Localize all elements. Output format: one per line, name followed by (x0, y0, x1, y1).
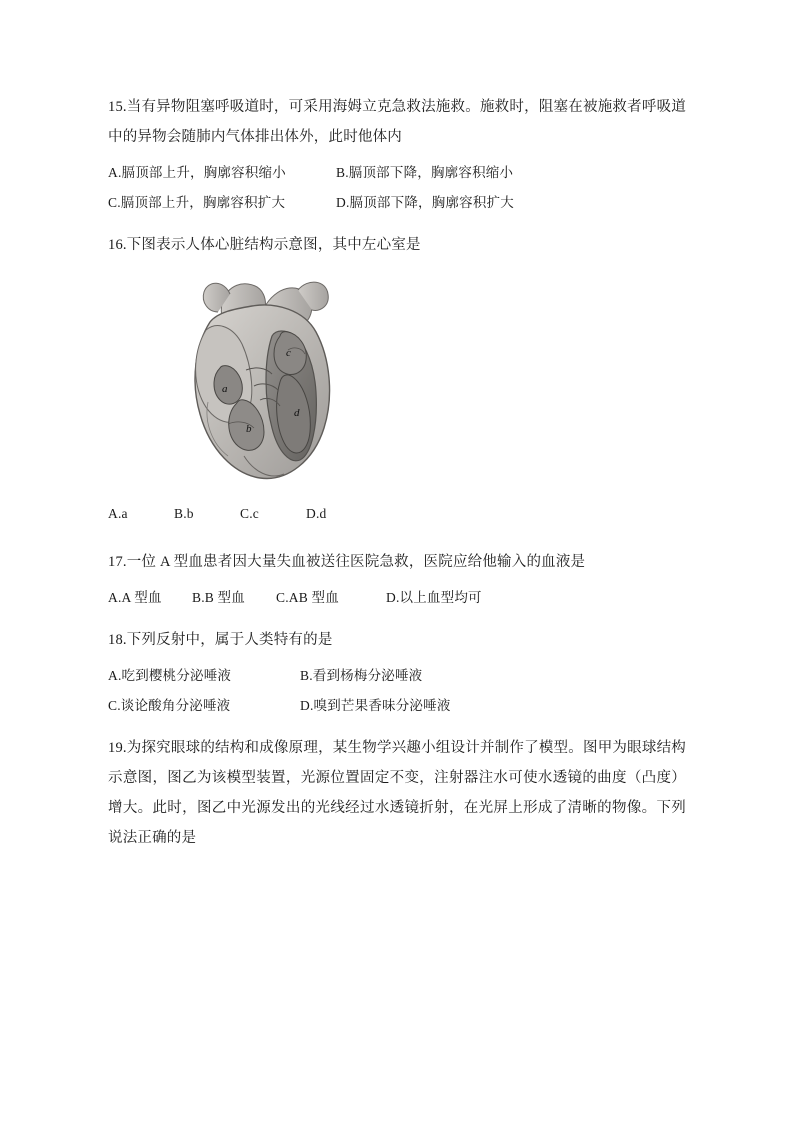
question-15-option-a[interactable]: A.膈顶部上升，胸廓容积缩小 (108, 165, 286, 180)
question-17 (108, 547, 686, 613)
heart-label-b: b (246, 423, 252, 435)
question-16-option-c[interactable]: C.c (240, 506, 259, 521)
question-18-option-row-1 (108, 661, 686, 691)
question-19-stem: 19.为探究眼球的结构和成像原理，某生物学兴趣小组设计并制作了模型。图甲为眼球结构示意图，图乙为该模型装置，光源位置固定不变，注射器注水可使水透镜的曲度（凸度）增大。此时，图乙中光源发出的光线经过水透镜折射，在光屏上形成了清晰的物像。下列说法正确的是 (108, 740, 686, 846)
question-17-option-b[interactable]: B.B 型血 (192, 590, 245, 605)
question-18-option-row-2 (108, 691, 686, 721)
question-18-option-a[interactable]: A.吃到樱桃分泌唾液 (108, 668, 232, 683)
heart-label-a: a (222, 383, 228, 395)
spacer (108, 218, 686, 230)
question-15-option-d[interactable]: D.膈顶部下降，胸廓容积扩大 (336, 195, 514, 210)
question-18-option-c[interactable]: C.谈论酸角分泌唾液 (108, 698, 231, 713)
question-16-stem: 16.下图表示人体心脏结构示意图，其中左心室是 (108, 237, 421, 253)
question-16 (108, 230, 686, 529)
question-17-option-a[interactable]: A.A 型血 (108, 590, 162, 605)
question-17-option-d[interactable]: D.以上血型均可 (386, 590, 482, 605)
question-17-option-c[interactable]: C.AB 型血 (276, 590, 339, 605)
question-15-option-b[interactable]: B.膈顶部下降，胸廓容积缩小 (336, 165, 514, 180)
question-15-stem: 15.当有异物阻塞呼吸道时，可采用海姆立克急救法施救。施救时，阻塞在被施救者呼吸道中的异物会随肺内气体排出体外，此时他体内 (108, 99, 686, 145)
question-17-stem: 17.一位 A 型血患者因大量失血被送往医院急救，医院应给他输入的血液是 (108, 554, 586, 570)
question-17-option-row (108, 583, 686, 613)
question-19 (108, 733, 686, 853)
question-16-option-b[interactable]: B.b (174, 506, 194, 521)
heart-diagram-figure (168, 274, 378, 489)
spacer (108, 529, 686, 547)
human-heart-structure-diagram-icon (168, 274, 378, 489)
question-18-stem: 18.下列反射中，属于人类特有的是 (108, 632, 333, 648)
question-15-option-c[interactable]: C.膈顶部上升，胸廓容积扩大 (108, 195, 286, 210)
question-16-option-a[interactable]: A.a (108, 506, 128, 521)
heart-label-c: c (286, 347, 291, 359)
spacer (108, 721, 686, 733)
question-18 (108, 625, 686, 721)
question-15-option-row-1 (108, 158, 686, 188)
question-18-option-d[interactable]: D.嗅到芒果香味分泌唾液 (300, 698, 451, 713)
question-16-option-row (108, 499, 686, 529)
question-15 (108, 92, 686, 218)
heart-label-d: d (294, 407, 300, 419)
question-18-option-b[interactable]: B.看到杨梅分泌唾液 (300, 668, 423, 683)
spacer (108, 613, 686, 625)
question-16-option-d[interactable]: D.d (306, 506, 327, 521)
question-15-option-row-2 (108, 188, 686, 218)
